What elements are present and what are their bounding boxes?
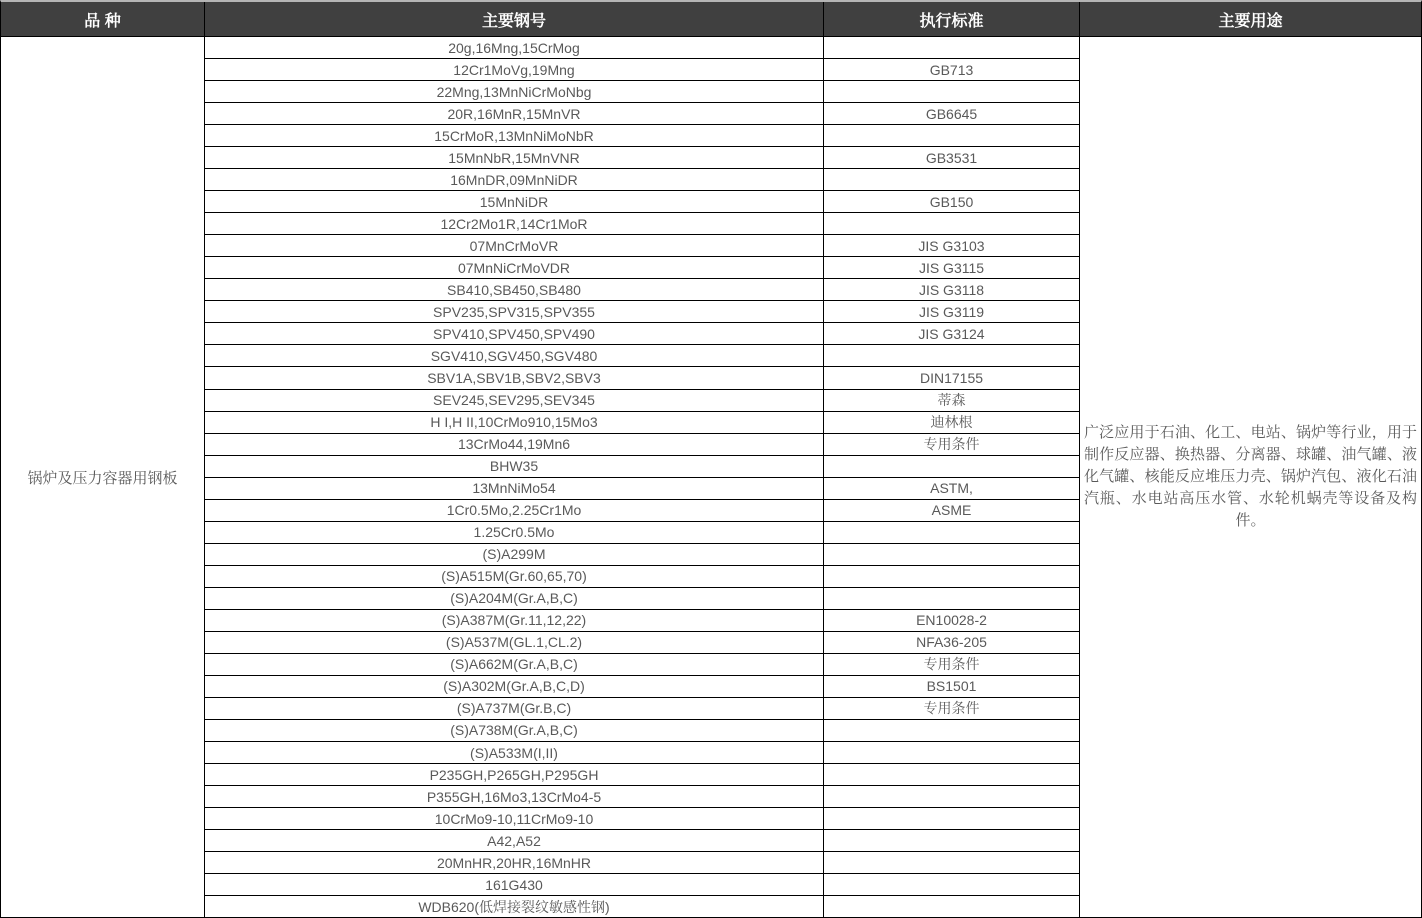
standard-cell (824, 37, 1079, 59)
header-cell-standards: 执行标准 (824, 2, 1080, 37)
steel-grade-cell: 15MnNiDR (205, 191, 823, 213)
steel-grade-cell: (S)A737M(Gr.B,C) (205, 698, 823, 720)
standard-cell: GB713 (824, 59, 1079, 81)
standard-cell: 专用条件 (824, 434, 1079, 456)
standard-cell (824, 588, 1079, 610)
usage-column (1080, 37, 1421, 917)
steel-grade-cell: 07MnCrMoVR (205, 235, 823, 257)
steel-grade-cell: P355GH,16Mo3,13CrMo4-5 (205, 786, 823, 808)
standard-cell (824, 830, 1079, 852)
steel-grade-cell: 12Cr2Mo1R,14Cr1MoR (205, 213, 823, 235)
steel-grade-cell: 07MnNiCrMoVDR (205, 257, 823, 279)
standard-cell (824, 742, 1079, 764)
steel-grade-cell: 20R,16MnR,15MnVR (205, 103, 823, 125)
header-cell-steel-grades: 主要钢号 (205, 2, 824, 37)
standard-cell: GB6645 (824, 103, 1079, 125)
standard-cell: JIS G3118 (824, 279, 1079, 301)
header-cell-uses: 主要用途 (1080, 2, 1421, 37)
standard-cell: 专用条件 (824, 698, 1079, 720)
standard-cell (824, 720, 1079, 742)
standard-cell: 专用条件 (824, 654, 1079, 676)
standard-cell (824, 169, 1079, 191)
steel-grade-cell: (S)A204M(Gr.A,B,C) (205, 588, 823, 610)
steel-grade-cell: 13CrMo44,19Mn6 (205, 434, 823, 456)
standard-cell (824, 81, 1079, 103)
steel-grade-cell: (S)A738M(Gr.A,B,C) (205, 720, 823, 742)
standard-cell (824, 544, 1079, 566)
steel-grade-cell: (S)A533M(I,II) (205, 742, 823, 764)
standard-cell: NFA36-205 (824, 632, 1079, 654)
steel-grade-cell: SPV235,SPV315,SPV355 (205, 301, 823, 323)
steel-grade-cell: (S)A302M(Gr.A,B,C,D) (205, 676, 823, 698)
steel-grade-cell: 13MnNiMo54 (205, 478, 823, 500)
standard-cell: JIS G3115 (824, 257, 1079, 279)
steel-grade-column (205, 37, 824, 917)
standard-cell: ASTM, (824, 478, 1079, 500)
steel-grade-cell: SBV1A,SBV1B,SBV2,SBV3 (205, 367, 823, 389)
standard-cell: GB150 (824, 191, 1079, 213)
standard-column (824, 37, 1080, 917)
steel-grade-cell: SB410,SB450,SB480 (205, 279, 823, 301)
standard-cell: JIS G3103 (824, 235, 1079, 257)
steel-grade-cell: P235GH,P265GH,P295GH (205, 764, 823, 786)
steel-grade-cell: 12Cr1MoVg,19Mng (205, 59, 823, 81)
table-body (1, 37, 1421, 917)
standard-cell: JIS G3119 (824, 301, 1079, 323)
steel-grade-cell: 15CrMoR,13MnNiMoNbR (205, 125, 823, 147)
steel-grade-cell: SGV410,SGV450,SGV480 (205, 345, 823, 367)
standard-cell (824, 345, 1079, 367)
steel-grade-cell: SEV245,SEV295,SEV345 (205, 390, 823, 412)
standard-cell (824, 764, 1079, 786)
standard-cell: GB3531 (824, 147, 1079, 169)
steel-grade-cell: (S)A299M (205, 544, 823, 566)
standard-cell (824, 125, 1079, 147)
category-column (1, 37, 205, 917)
standard-cell (824, 566, 1079, 588)
table-header-row (1, 2, 1421, 37)
steel-grade-cell: 20g,16Mng,15CrMog (205, 37, 823, 59)
standard-cell: ASME (824, 500, 1079, 522)
steel-grade-cell: WDB620(低焊接裂纹敏感性钢) (418, 898, 610, 915)
steel-grade-cell: BHW35 (205, 456, 823, 478)
standard-cell: BS1501 (824, 676, 1079, 698)
steel-grade-cell: 15MnNbR,15MnVNR (205, 147, 823, 169)
header-cell-category: 品 种 (1, 2, 205, 37)
standard-cell (824, 896, 1079, 917)
steel-grade-cell: (S)A515M(Gr.60,65,70) (205, 566, 823, 588)
standard-cell (824, 786, 1079, 808)
steel-grade-cell: 16MnDR,09MnNiDR (205, 169, 823, 191)
standard-cell (824, 456, 1079, 478)
category-cell: 锅炉及压力容器用钢板 (27, 469, 178, 487)
steel-grade-cell: SPV410,SPV450,SPV490 (205, 323, 823, 345)
steel-grade-cell: (S)A537M(GL.1,CL.2) (205, 632, 823, 654)
usage-cell: 广泛应用于石油、化工、电站、锅炉等行业，用于制作反应器、换热器、分离器、球罐、油气罐、液化气罐、核能反应堆压力壳、锅炉汽包、液化石油汽瓶、水电站高压水管、水轮机蜗壳等设备及构件。 (1084, 424, 1417, 529)
standard-cell (824, 213, 1079, 235)
standard-cell (824, 522, 1079, 544)
steel-grade-cell: 10CrMo9-10,11CrMo9-10 (205, 808, 823, 830)
steel-grade-cell: 161G430 (205, 874, 823, 896)
standard-cell (824, 874, 1079, 896)
standard-cell: EN10028-2 (824, 610, 1079, 632)
standard-cell (824, 808, 1079, 830)
standard-cell: DIN17155 (824, 367, 1079, 389)
steel-grade-cell: H I,H II,10CrMo910,15Mo3 (205, 412, 823, 434)
standard-cell: 迪林根 (824, 412, 1079, 434)
steel-grade-cell: A42,A52 (205, 830, 823, 852)
standard-cell (824, 852, 1079, 874)
steel-grade-cell: (S)A662M(Gr.A,B,C) (205, 654, 823, 676)
standard-cell: JIS G3124 (824, 323, 1079, 345)
standard-cell: 蒂森 (824, 390, 1079, 412)
steel-grade-cell: 22Mng,13MnNiCrMoNbg (205, 81, 823, 103)
steel-grade-cell: (S)A387M(Gr.11,12,22) (205, 610, 823, 632)
steel-grade-cell: 1Cr0.5Mo,2.25Cr1Mo (205, 500, 823, 522)
steel-grade-cell: 20MnHR,20HR,16MnHR (205, 852, 823, 874)
steel-grade-cell: 1.25Cr0.5Mo (205, 522, 823, 544)
